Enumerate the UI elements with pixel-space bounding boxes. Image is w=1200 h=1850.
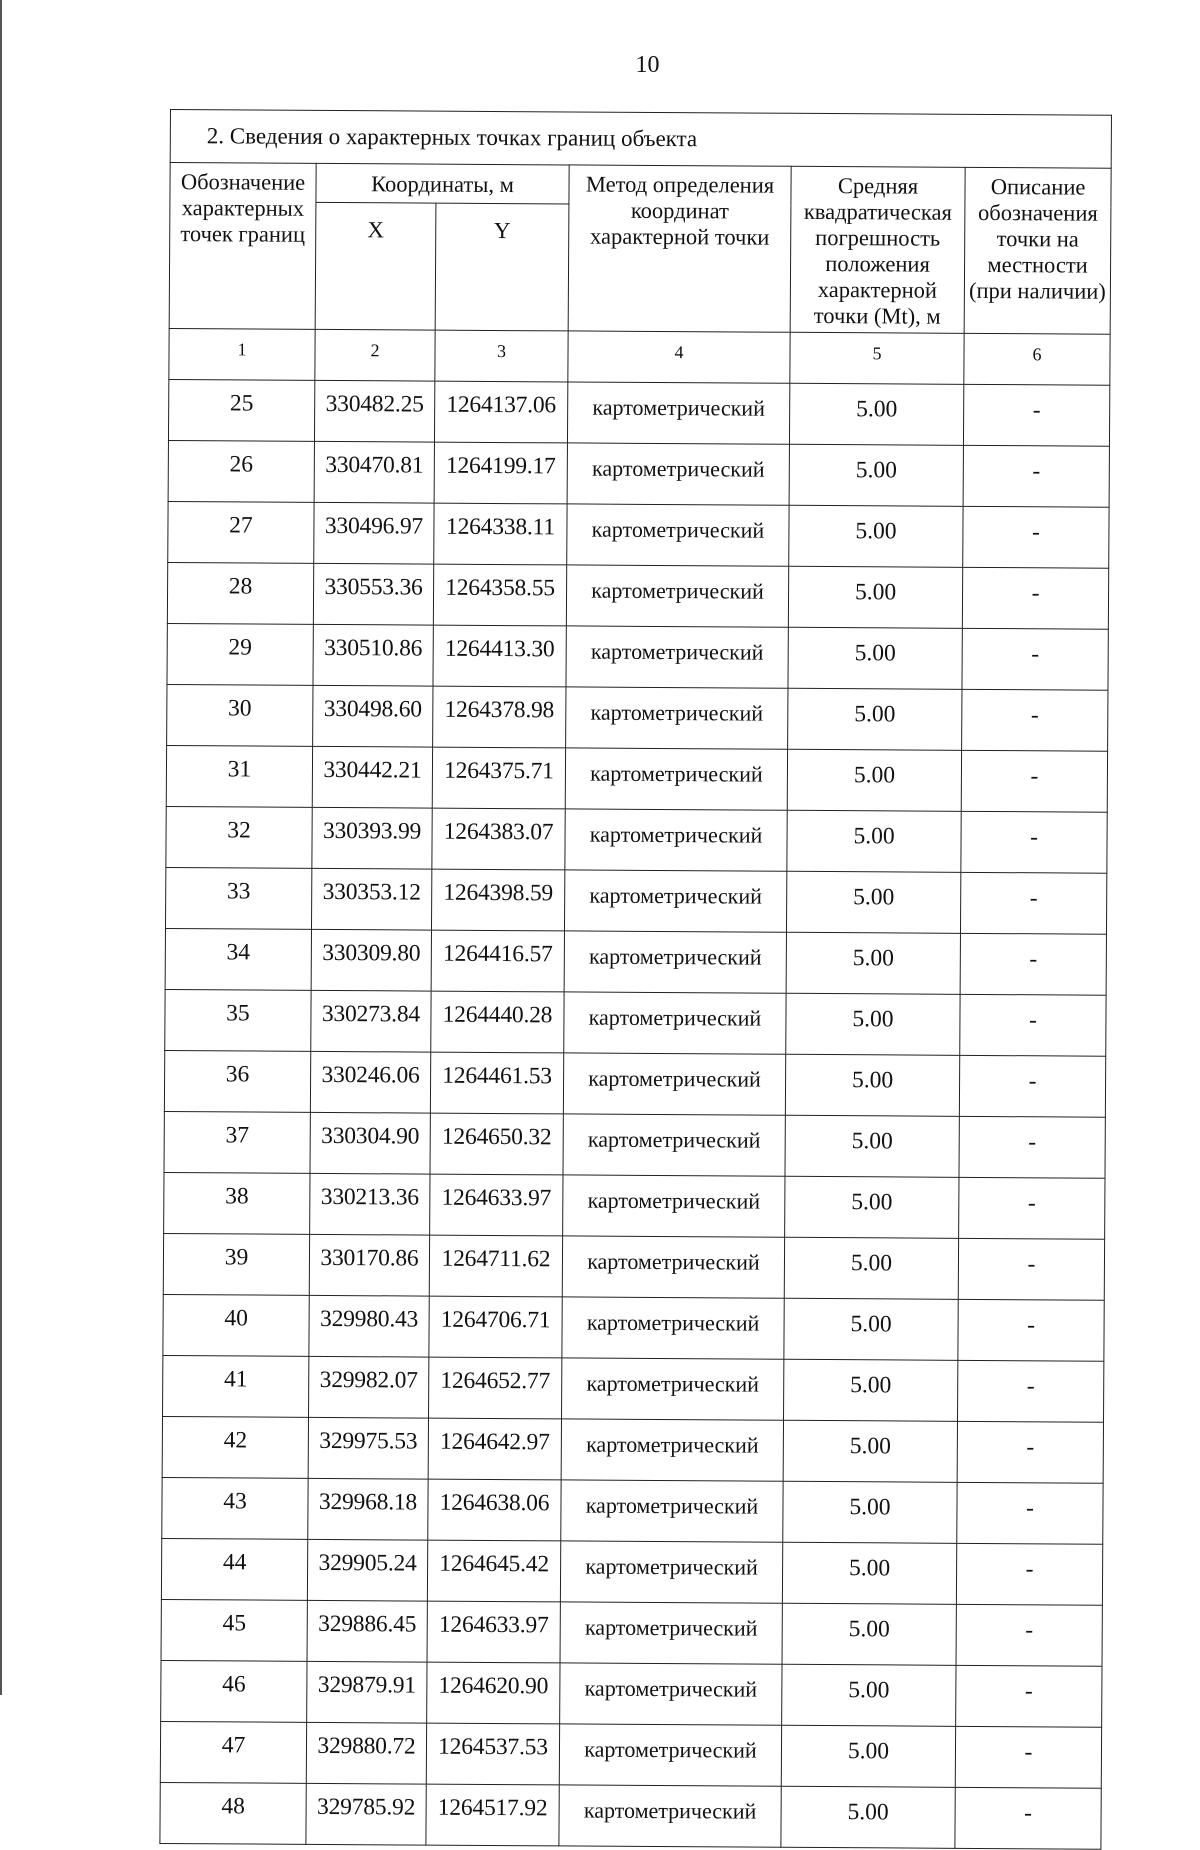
method-cell: картометрический <box>564 992 786 1054</box>
y-coordinate-cell: 1264638.06 <box>428 1479 561 1541</box>
point-number-cell: 37 <box>164 1111 310 1173</box>
method-cell: картометрический <box>560 1541 782 1603</box>
point-number-cell: 36 <box>164 1050 310 1112</box>
method-cell: картометрический <box>564 870 786 932</box>
point-number-cell: 46 <box>161 1660 307 1722</box>
description-cell: - <box>955 1787 1101 1849</box>
description-cell: - <box>959 1116 1105 1178</box>
table-row <box>161 1599 1102 1666</box>
point-number-cell: 47 <box>160 1721 306 1783</box>
error-cell: 5.00 <box>787 749 961 811</box>
method-cell: картометрический <box>560 1602 782 1664</box>
x-coordinate-cell: 329886.45 <box>307 1600 427 1662</box>
description-cell: - <box>963 384 1109 446</box>
coordinates-table <box>159 109 1112 1850</box>
description-cell: - <box>961 811 1107 873</box>
point-number-cell: 32 <box>166 806 312 868</box>
description-cell: - <box>960 872 1106 934</box>
table-row <box>162 1416 1103 1483</box>
x-coordinate-cell: 330309.80 <box>311 929 431 991</box>
error-cell: 5.00 <box>786 993 960 1055</box>
description-cell: - <box>960 994 1106 1056</box>
section-title: 2. Сведения о характерных точках границ объекта <box>170 110 1111 169</box>
table-row <box>168 501 1109 568</box>
description-cell: - <box>962 689 1108 751</box>
column-number: 5 <box>790 332 964 384</box>
description-cell: - <box>955 1726 1101 1788</box>
method-cell: картометрический <box>566 565 788 627</box>
x-coordinate-cell: 330246.06 <box>310 1051 430 1113</box>
y-coordinate-cell: 1264383.07 <box>432 808 565 870</box>
description-cell: - <box>962 628 1108 690</box>
y-coordinate-cell: 1264517.92 <box>426 1784 559 1846</box>
point-number-cell: 42 <box>162 1416 308 1478</box>
y-coordinate-cell: 1264137.06 <box>434 381 567 443</box>
x-coordinate-cell: 330393.99 <box>312 807 432 869</box>
point-number-cell: 34 <box>165 928 311 990</box>
y-coordinate-cell: 1264413.30 <box>433 625 566 687</box>
error-cell: 5.00 <box>786 932 960 994</box>
header-description: Описание обозначения точки на местности (при наличии) <box>964 167 1111 334</box>
column-number: 6 <box>964 333 1110 385</box>
table-row <box>164 1050 1105 1117</box>
header-designation: Обозначение характерных точек границ <box>169 163 316 330</box>
column-number: 3 <box>435 330 568 382</box>
method-cell: картометрический <box>567 504 789 566</box>
description-cell: - <box>956 1604 1102 1666</box>
method-cell: картометрический <box>562 1236 784 1298</box>
y-coordinate-cell: 1264620.90 <box>427 1662 560 1724</box>
error-cell: 5.00 <box>781 1786 955 1848</box>
error-cell: 5.00 <box>787 810 961 872</box>
method-cell: картометрический <box>560 1663 782 1725</box>
description-cell: - <box>956 1543 1102 1605</box>
point-number-cell: 33 <box>165 867 311 929</box>
x-coordinate-cell: 330510.86 <box>313 624 433 686</box>
table-body <box>160 379 1110 1849</box>
header-method: Метод определения координат характерной точки <box>568 165 791 332</box>
point-number-cell: 27 <box>168 501 314 563</box>
x-coordinate-cell: 330470.81 <box>314 441 434 503</box>
header-y: Y <box>435 203 569 331</box>
column-number: 1 <box>169 328 315 380</box>
x-coordinate-cell: 330170.86 <box>309 1234 429 1296</box>
coordinates-table-container <box>159 109 1111 1850</box>
table-row <box>167 623 1108 690</box>
x-coordinate-cell: 329968.18 <box>308 1478 428 1540</box>
description-cell: - <box>957 1360 1103 1422</box>
description-cell: - <box>959 1177 1105 1239</box>
method-cell: картометрический <box>563 1114 785 1176</box>
column-number: 4 <box>568 331 790 383</box>
point-number-cell: 38 <box>164 1172 310 1234</box>
description-cell: - <box>958 1299 1104 1361</box>
error-cell: 5.00 <box>788 627 962 689</box>
y-coordinate-cell: 1264642.97 <box>428 1418 561 1480</box>
point-number-cell: 48 <box>160 1782 306 1844</box>
table-row <box>168 440 1109 507</box>
x-coordinate-cell: 330553.36 <box>313 563 433 625</box>
table-row <box>164 1111 1105 1178</box>
y-coordinate-cell: 1264537.53 <box>426 1723 559 1785</box>
x-coordinate-cell: 329980.43 <box>309 1295 429 1357</box>
table-row <box>163 1233 1104 1300</box>
method-cell: картометрический <box>561 1419 783 1481</box>
table-row <box>167 684 1108 751</box>
x-coordinate-cell: 330353.12 <box>311 868 431 930</box>
y-coordinate-cell: 1264461.53 <box>430 1052 563 1114</box>
method-cell: картометрический <box>561 1480 783 1542</box>
y-coordinate-cell: 1264650.32 <box>430 1113 563 1175</box>
table-row <box>168 379 1109 446</box>
y-coordinate-cell: 1264440.28 <box>431 991 564 1053</box>
description-cell: - <box>961 750 1107 812</box>
table-row <box>167 562 1108 629</box>
error-cell: 5.00 <box>783 1481 957 1543</box>
point-number-cell: 30 <box>167 684 313 746</box>
description-cell: - <box>963 506 1109 568</box>
error-cell: 5.00 <box>784 1237 958 1299</box>
description-cell: - <box>957 1421 1103 1483</box>
point-number-cell: 43 <box>162 1477 308 1539</box>
scan-edge-line <box>0 0 2 1695</box>
method-cell: картометрический <box>565 748 787 810</box>
method-cell: картометрический <box>563 1053 785 1115</box>
table-row <box>161 1538 1102 1605</box>
point-number-cell: 44 <box>161 1538 307 1600</box>
x-coordinate-cell: 330482.25 <box>314 380 434 442</box>
header-coordinates: Координаты, м <box>316 163 569 204</box>
description-cell: - <box>957 1482 1103 1544</box>
header-x: X <box>315 202 436 330</box>
x-coordinate-cell: 330273.84 <box>311 990 431 1052</box>
table-row <box>161 1660 1102 1727</box>
error-cell: 5.00 <box>788 688 962 750</box>
method-cell: картометрический <box>562 1358 784 1420</box>
y-coordinate-cell: 1264398.59 <box>431 869 564 931</box>
table-row <box>165 989 1106 1056</box>
method-cell: картометрический <box>567 443 789 505</box>
description-cell: - <box>962 567 1108 629</box>
table-row <box>164 1172 1105 1239</box>
x-coordinate-cell: 330498.60 <box>313 685 433 747</box>
error-cell: 5.00 <box>786 871 960 933</box>
point-number-cell: 39 <box>163 1233 309 1295</box>
x-coordinate-cell: 329880.72 <box>306 1722 426 1784</box>
error-cell: 5.00 <box>783 1420 957 1482</box>
table-row <box>166 745 1107 812</box>
point-number-cell: 29 <box>167 623 313 685</box>
y-coordinate-cell: 1264706.71 <box>429 1296 562 1358</box>
column-number: 2 <box>315 329 435 381</box>
y-coordinate-cell: 1264645.42 <box>427 1540 560 1602</box>
method-cell: картометрический <box>564 931 786 993</box>
method-cell: картометрический <box>563 1175 785 1237</box>
x-coordinate-cell: 330213.36 <box>310 1173 430 1235</box>
point-number-cell: 28 <box>167 562 313 624</box>
method-cell: картометрический <box>562 1297 784 1359</box>
y-coordinate-cell: 1264375.71 <box>432 747 565 809</box>
point-number-cell: 40 <box>163 1294 309 1356</box>
x-coordinate-cell: 329982.07 <box>309 1356 429 1418</box>
description-cell: - <box>963 445 1109 507</box>
table-row <box>162 1477 1103 1544</box>
error-cell: 5.00 <box>784 1359 958 1421</box>
error-cell: 5.00 <box>785 1176 959 1238</box>
point-number-cell: 41 <box>163 1355 309 1417</box>
point-number-cell: 25 <box>168 379 314 441</box>
x-coordinate-cell: 330442.21 <box>312 746 432 808</box>
table-row <box>163 1294 1104 1361</box>
error-cell: 5.00 <box>782 1603 956 1665</box>
table-row <box>165 928 1106 995</box>
error-cell: 5.00 <box>785 1054 959 1116</box>
y-coordinate-cell: 1264633.97 <box>427 1601 560 1663</box>
header-error: Средняя квадратическая погрешность положения характерной точки (Mt), м <box>790 166 965 333</box>
x-coordinate-cell: 330304.90 <box>310 1112 430 1174</box>
y-coordinate-cell: 1264711.62 <box>429 1235 562 1297</box>
error-cell: 5.00 <box>785 1115 959 1177</box>
error-cell: 5.00 <box>789 505 963 567</box>
point-number-cell: 31 <box>166 745 312 807</box>
x-coordinate-cell: 329975.53 <box>308 1417 428 1479</box>
description-cell: - <box>958 1238 1104 1300</box>
y-coordinate-cell: 1264378.98 <box>433 686 566 748</box>
error-cell: 5.00 <box>788 566 962 628</box>
y-coordinate-cell: 1264358.55 <box>433 564 566 626</box>
point-number-cell: 35 <box>165 989 311 1051</box>
y-coordinate-cell: 1264338.11 <box>434 503 567 565</box>
table-row <box>160 1721 1101 1788</box>
method-cell: картометрический <box>567 382 789 444</box>
description-cell: - <box>960 933 1106 995</box>
error-cell: 5.00 <box>789 444 963 506</box>
y-coordinate-cell: 1264633.97 <box>430 1174 563 1236</box>
y-coordinate-cell: 1264199.17 <box>434 442 567 504</box>
table-row <box>163 1355 1104 1422</box>
method-cell: картометрический <box>566 687 788 749</box>
page-number: 10 <box>635 52 660 78</box>
x-coordinate-cell: 329879.91 <box>307 1661 427 1723</box>
error-cell: 5.00 <box>782 1542 956 1604</box>
error-cell: 5.00 <box>784 1298 958 1360</box>
column-number-row <box>169 328 1110 385</box>
error-cell: 5.00 <box>781 1725 955 1787</box>
table-row <box>160 1782 1101 1849</box>
description-cell: - <box>959 1055 1105 1117</box>
x-coordinate-cell: 330496.97 <box>314 502 434 564</box>
table-row <box>166 806 1107 873</box>
x-coordinate-cell: 329785.92 <box>306 1783 426 1845</box>
point-number-cell: 45 <box>161 1599 307 1661</box>
description-cell: - <box>956 1665 1102 1727</box>
table-row <box>165 867 1106 934</box>
x-coordinate-cell: 329905.24 <box>307 1539 427 1601</box>
method-cell: картометрический <box>559 1724 781 1786</box>
method-cell: картометрический <box>565 809 787 871</box>
y-coordinate-cell: 1264416.57 <box>431 930 564 992</box>
error-cell: 5.00 <box>789 383 963 445</box>
error-cell: 5.00 <box>782 1664 956 1726</box>
point-number-cell: 26 <box>168 440 314 502</box>
y-coordinate-cell: 1264652.77 <box>429 1357 562 1419</box>
method-cell: картометрический <box>566 626 788 688</box>
method-cell: картометрический <box>559 1785 781 1847</box>
